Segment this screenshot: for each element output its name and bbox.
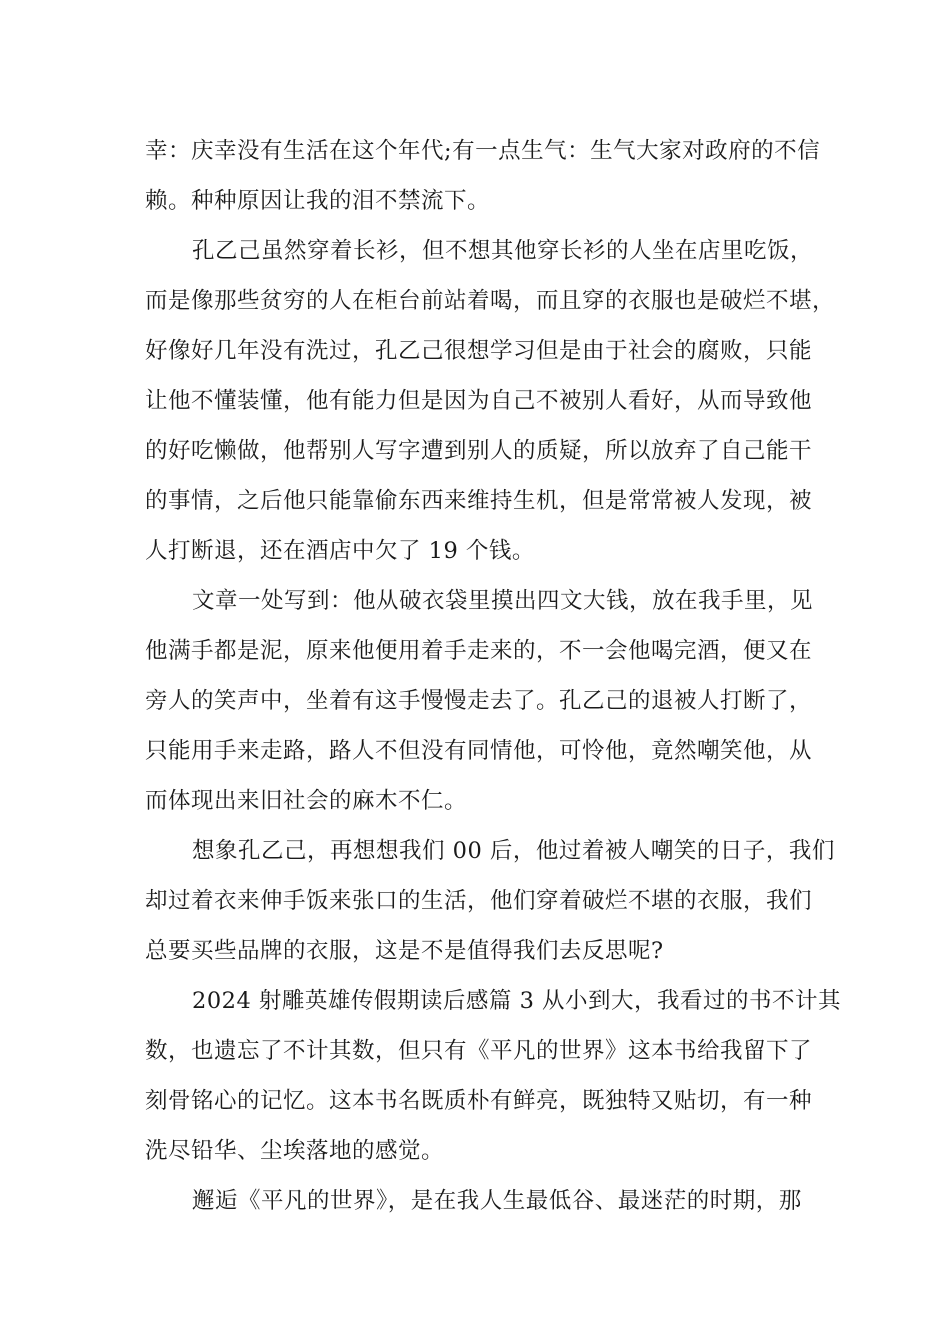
- paragraph-start-line: 孔乙己虽然穿着长衫，但不想其他穿长衫的人坐在店里吃饭，: [192, 238, 814, 264]
- text-line: 只能用手来走路，路人不但没有同情他，可怜他，竟然嘲笑他，从: [145, 738, 813, 764]
- text-line: 却过着衣来伸手饭来张口的生活，他们穿着破烂不堪的衣服，我们: [145, 888, 813, 914]
- paragraph-start-line: 想象孔乙己，再想想我们 00 后，他过着被人嘲笑的日子，我们: [192, 838, 835, 864]
- text-line: 的事情，之后他只能靠偷东西来维持生机，但是常常被人发现，被: [145, 488, 813, 514]
- text-line: 数，也遗忘了不计其数，但只有《平凡的世界》这本书给我留下了: [145, 1038, 813, 1064]
- text-line: 旁人的笑声中，坐着有这手慢慢走去了。孔乙己的退被人打断了，: [145, 688, 813, 714]
- text-line: 洗尽铅华、尘埃落地的感觉。: [145, 1138, 445, 1164]
- paragraph-start-line: 文章一处写到：他从破衣袋里摸出四文大钱，放在我手里，见: [192, 588, 814, 614]
- text-line: 刻骨铭心的记忆。这本书名既质朴有鲜亮，既独特又贴切，有一种: [145, 1088, 813, 1114]
- text-line: 的好吃懒做，他帮别人写字遭到别人的质疑，所以放弃了自己能干: [145, 438, 813, 464]
- text-line: 好像好几年没有洗过，孔乙己很想学习但是由于社会的腐败，只能: [145, 338, 813, 364]
- paragraph-start-line: 2024 射雕英雄传假期读后感篇 3 从小到大，我看过的书不计其: [192, 988, 842, 1014]
- text-line: 而体现出来旧社会的麻木不仁。: [145, 788, 468, 814]
- text-line: 人打断退，还在酒店中欠了 19 个钱。: [145, 538, 535, 564]
- text-line: 总要买些品牌的衣服，这是不是值得我们去反思呢?: [145, 938, 664, 964]
- paragraph-start-line: 邂逅《平凡的世界》，是在我人生最低谷、最迷茫的时期，那: [192, 1188, 802, 1214]
- text-line: 让他不懂装懂，他有能力但是因为自己不被别人看好，从而导致他: [145, 388, 813, 414]
- text-line: 而是像那些贫穷的人在柜台前站着喝，而且穿的衣服也是破烂不堪，: [145, 288, 836, 314]
- text-line: 幸：庆幸没有生活在这个年代;有一点生气：生气大家对政府的不信: [145, 138, 821, 164]
- text-line: 赖。种种原因让我的泪不禁流下。: [145, 188, 491, 214]
- text-line: 他满手都是泥，原来他便用着手走来的，不一会他喝完酒，便又在: [145, 638, 813, 664]
